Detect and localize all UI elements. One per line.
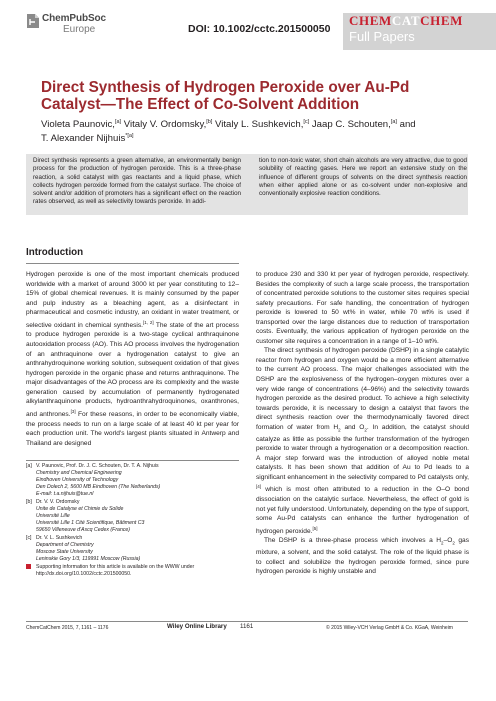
affiliation-tag: [a]	[26, 463, 32, 469]
publisher-name: ChemPubSoc	[42, 13, 107, 24]
affiliation-names: Dr. V. V. Ordomsky	[36, 499, 80, 505]
abstract-box	[26, 154, 468, 215]
body-paragraph	[256, 346, 469, 536]
author-name[interactable]: Vitaly V. Ordomsky,	[123, 119, 207, 131]
journal-suffix: CHEM	[420, 13, 463, 28]
body-text: gas mixture, a solvent, and the solid catalyst. The role of the liquid phase is to collect and solubilize the hydrogen peroxide formed, since pure hydrogen peroxide is highly unstable and	[256, 537, 469, 576]
body-right-column	[256, 270, 469, 577]
footer-divider	[26, 621, 468, 622]
affiliation-item	[26, 499, 239, 534]
title-line-1: Direct Synthesis of Hydrogen Peroxide over Au-Pd	[41, 79, 410, 96]
body-text: For these reasons, in order to be economically viable, the process needs to run on a large scale of at least 40 kt per year for each production unit. The world's largest plants situated in Antwerp and Thailand are designed	[26, 411, 239, 447]
affiliation-line: Université Lille	[36, 513, 70, 519]
affiliation-line: Den Dolech 2, 5600 MB Eindhoven (The Netherlands)	[36, 484, 161, 490]
affiliation-divider	[26, 460, 239, 461]
supporting-info[interactable]	[26, 564, 239, 578]
citation[interactable]: [3]	[70, 408, 76, 414]
citation[interactable]: [1, 2]	[143, 319, 154, 325]
body-paragraph	[26, 270, 239, 448]
citation[interactable]: [4]	[256, 484, 262, 490]
affiliation-names: V. Paunovic, Prof. Dr. J. C. Schouten, Dr. T. A. Nijhuis	[36, 463, 159, 469]
author-conjunction: and	[399, 119, 416, 131]
publisher-region: Europe	[63, 24, 96, 35]
author-list	[41, 117, 471, 144]
journal-reference: ChemCatChem 2015, 7, 1161 – 1176	[26, 625, 109, 631]
body-text: The direct synthesis of hydrogen peroxide (DSHP) in a single catalytic reactor from hydrogen and oxygen would be a more efficient alternative to the current AO process. The major challenges associated with the DSHP are the explosiveness of the hydrogen–oxygen mixtures over a very wide range of concentrations (4–96%) and the selectivity towards hydrogen peroxide as the desired product. To achieve a high selectivity towards peroxide, it is necessary to design a catalyst that favors the direct synthesis reaction over the thermodynamically favored direct formation of water from H	[256, 347, 469, 431]
section-heading: Introduction	[26, 247, 84, 258]
journal-name	[349, 13, 463, 28]
wiley-online-library-link[interactable]: Wiley Online Library	[167, 623, 227, 630]
subscript: 2	[441, 540, 444, 546]
journal-prefix: CHEM	[349, 13, 392, 28]
journal-mid: CAT	[391, 13, 421, 28]
body-text: The DSHP is a three-phase process which involves a H	[264, 537, 442, 545]
author-mark: *[a]	[125, 132, 134, 139]
copyright: © 2015 Wiley-VCH Verlag GmbH & Co. KGaA, Weinheim	[326, 625, 453, 631]
body-text: . In addition, the catalyst should catalyze as little as possible the further transformation of the hydrogen peroxide to water through a hydrogenation or a decomposition reaction. A major step forward was the introduction of alloyed noble metal catalysts. It has been shown that addition of Au to Pd leads to a significant enhancement in the selectivity compared to Pd catalysts only,	[256, 423, 469, 481]
affiliation-email[interactable]: E-mail: t.a.nijhuis@tue.nl	[36, 491, 94, 497]
body-text: –O	[443, 537, 453, 545]
paper-type: Full Papers	[349, 29, 415, 44]
subscript: 2	[452, 540, 455, 546]
affiliation-line: Unite de Catalyse et Chimie du Solide	[36, 506, 124, 512]
abstract-left-column: Direct synthesis represents a green alternative, an environmentally benign process for the production of hydrogen peroxide. This is a three-phase reaction, a solid catalyst with gas reactants and a liquid phase, which collects hydrogen peroxide formed from the catalyst surface. The choice of solvent and/or addition of promoters has a significant effect on the reaction rates observed, as well as selectivity towards peroxide. In addi-	[33, 157, 241, 206]
affiliations	[26, 463, 239, 579]
author-name[interactable]: T. Alexander Nijhuis	[41, 132, 126, 144]
author-name[interactable]: Vitaly L. Sushkevich,	[215, 119, 304, 131]
affiliation-line: Université Lille 1 Cité Scientifique, Bâtiment C3	[36, 520, 145, 526]
affiliation-line: Leninskie Gory 1/3, 119991 Moscow (Russia)	[36, 556, 141, 562]
body-text: which is most often attributed to a reduction in the O–O bond dissociation on the catalytic surface. Nevertheless, the effect of gold is not yet fully understood. Unfortunately, depending on the type of support, some Au-Pd catalysts can enhance the further hydrogenation of hydrogen peroxide.	[256, 486, 469, 535]
body-text: Hydrogen peroxide is one of the most important chemicals produced worldwide with a market of around 3000 kt per year constituting to 12–15% of global chemical revenues. It is mainly consumed by the paper and pulp industry as a bleaching agent, as a disinfectant in pharmaceutical and cosmetic industry, an oxidant in water treatment, or selective oxidant in chemical synthesis.	[26, 271, 239, 329]
subscript: 2	[338, 427, 341, 433]
citation[interactable]: [5]	[312, 525, 318, 531]
body-text: and O	[340, 423, 365, 431]
author-mark: [c]	[303, 119, 310, 125]
section-divider	[26, 263, 239, 264]
author-mark: [b]	[206, 119, 213, 125]
abstract-right-column: tion to non-toxic water, short chain alcohols are very attractive, due to good solubility of reacting gases. Here we report an extensive study on the influence of different groups of solvents on the direct synthesis reaction when either applied alone or as co-solvent under non-explosive and conventionally explosive reaction conditions.	[259, 157, 467, 198]
affiliation-tag: [c]	[26, 535, 32, 541]
body-paragraph: to produce 230 and 330 kt per year of hydrogen peroxide, respectively. Besides the complexity of such a large scale process, the transportation of concentrated peroxide solutions to the customer sites requires special safety precautions. For safe handling, the concentration of hydrogen peroxide is lowered to 50 wt% in water, while 70 wt% is used if transported over the large distances due to reduction of transportation costs. Eventually, the various application of hydrogen peroxide on the customer site requires a concentration in a range of 1–10 wt%.	[256, 271, 469, 345]
author-name[interactable]: Jaap C. Schouten,	[311, 119, 391, 131]
affiliation-names: Dr. V. L. Sushkevich	[36, 535, 83, 541]
affiliation-tag: [b]	[26, 499, 32, 505]
page-number: 1161	[240, 623, 254, 630]
affiliation-item	[26, 535, 239, 563]
article-doi[interactable]: DOI: 10.1002/cctc.201500050	[188, 23, 331, 35]
title-line-2: Catalyst—The Effect of Co-Solvent Addition	[41, 96, 360, 113]
affiliation-line: Chemistry and Chemical Engineering	[36, 470, 122, 476]
affiliation-line: Department of Chemistry	[36, 542, 94, 548]
article-title	[41, 79, 461, 113]
affiliation-line: Eindhoven University of Technology	[36, 477, 119, 483]
supporting-info-icon	[26, 564, 33, 572]
author-mark: [a]	[390, 119, 397, 125]
chempubsoc-logo-icon	[26, 13, 40, 29]
author-mark: [a]	[114, 119, 122, 125]
author-name[interactable]: Violeta Paunovic,	[41, 119, 115, 131]
body-paragraph	[256, 536, 469, 577]
affiliation-line: Moscow State University	[36, 549, 93, 555]
body-left-column	[26, 270, 239, 448]
supporting-info-text: Supporting information for this article is available on the WWW under http://dx.doi.org/10.1002/cctc.201500050.	[36, 564, 195, 577]
affiliation-item	[26, 463, 239, 498]
subscript: 2	[364, 427, 367, 433]
body-text: The state of the art process to produce hydrogen peroxide is a two-stage cyclical anthraquinone autooxidation process (AO). This AO process involves the hydrogenation of an anthraquinone over a hydrogenation catalyst to give an anthrahydroquinone working solution, subsequent oxidation of that gives hydrogen peroxide in the organic phase and returns anthraquinone. The major disadvantages of the AO process are its complexity and the waste generation caused by accumulation of permanently hydrogenated alkylanthraquinone products, hydroanthrahydroquinones, oxanthrones, and anthrones.	[26, 321, 239, 419]
affiliation-line: 59650 Villeneuve d'Ascq Cedex (France)	[36, 527, 131, 533]
